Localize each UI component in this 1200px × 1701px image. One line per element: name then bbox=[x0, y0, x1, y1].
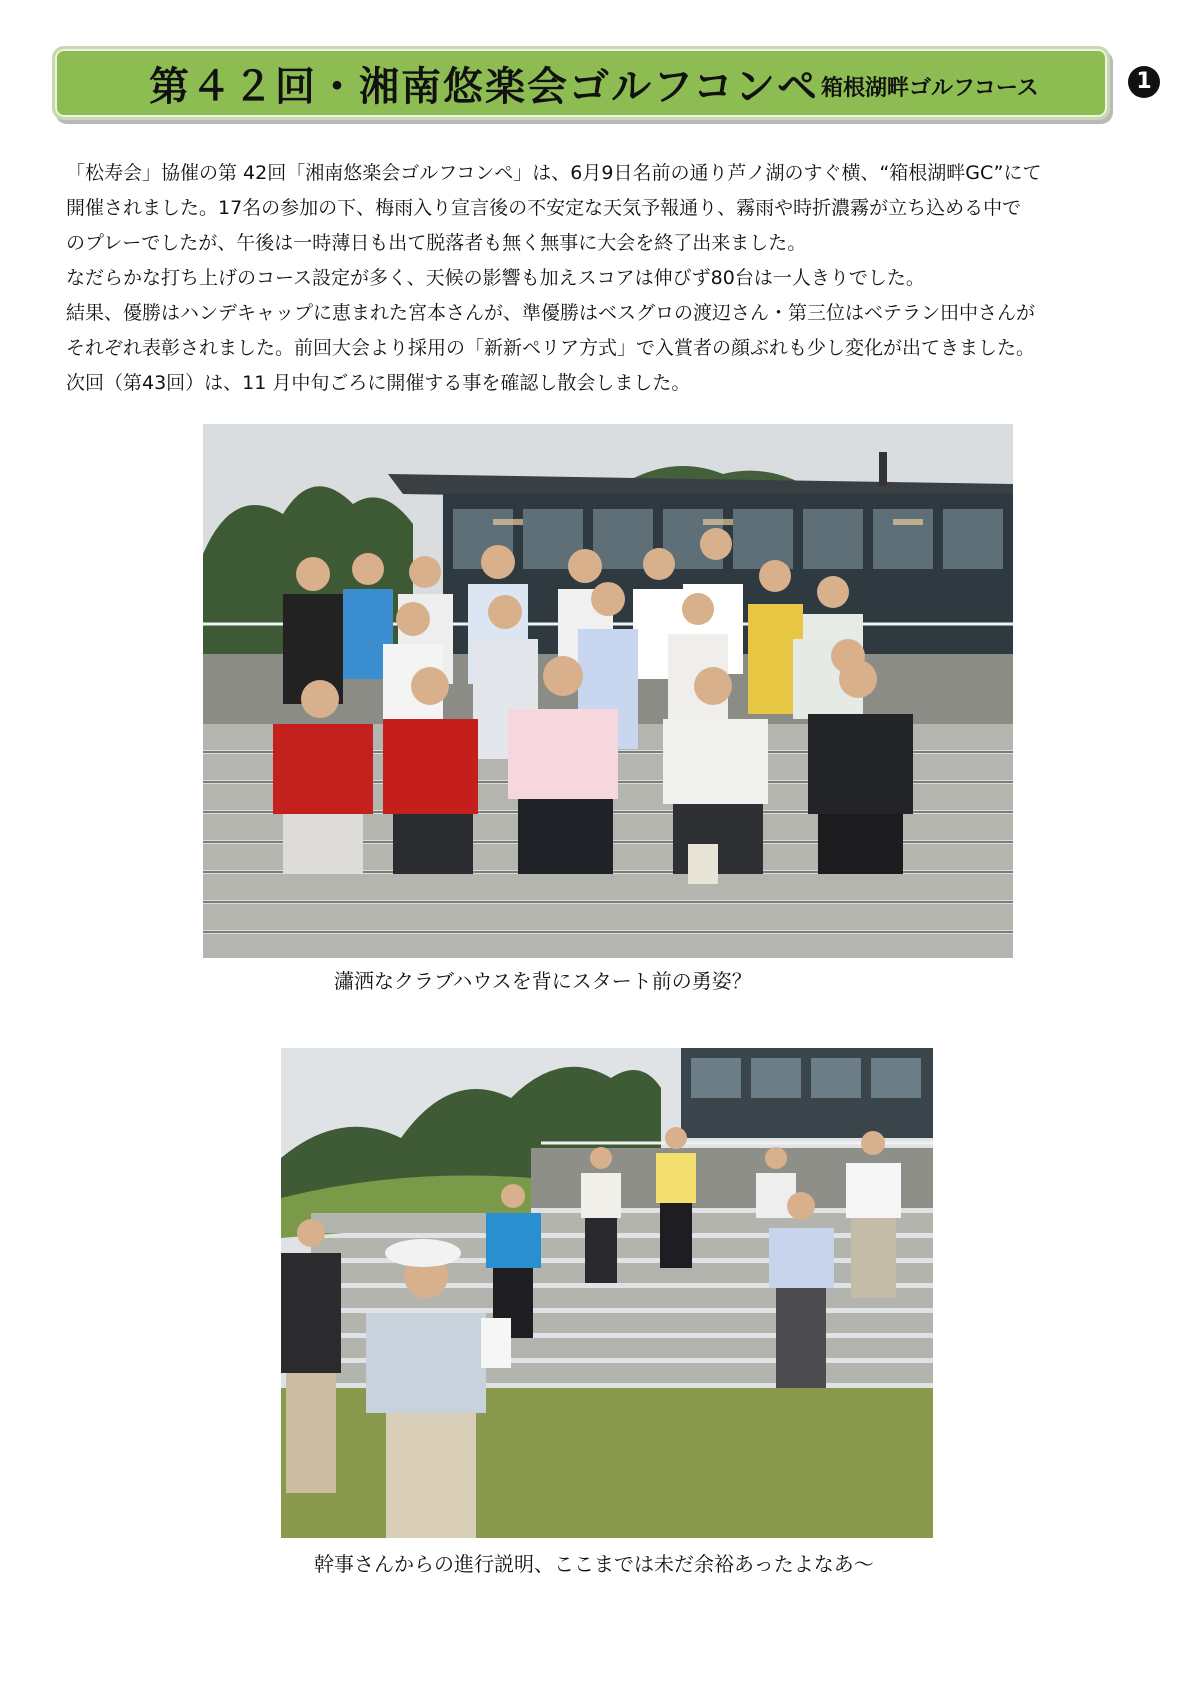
photo-caption: 幹事さんからの進行説明、ここまでは未だ余裕あったよなあ～ bbox=[314, 1552, 874, 1576]
body-line: なだらかな打ち上げのコース設定が多く、天候の影響も加えスコアは伸びず80台は一人きりでした。 bbox=[66, 267, 925, 289]
briefing-photo bbox=[281, 1048, 933, 1538]
body-line: のプレーでしたが、午後は一時薄日も出て脱落者も無く無事に大会を終了出来ました。 bbox=[66, 232, 807, 254]
body-line: 「松寿会」協催の第 42回「湘南悠楽会ゴルフコンペ」は、6月9日名前の通り芦ノ湖のすぐ横、“箱根湖畔GC”にて bbox=[66, 162, 1042, 184]
photo-caption: 瀟洒なクラブハウスを背にスタート前の勇姿？ bbox=[334, 969, 752, 993]
page-number-badge: 1 bbox=[1128, 66, 1160, 98]
course-name: 箱根湖畔ゴルフコース bbox=[821, 76, 1039, 101]
body-line: 開催されました。17名の参加の下、梅雨入り宣言後の不安定な天気予報通り、霧雨や時折濃霧が立ち込める中で bbox=[66, 197, 1022, 219]
body-line: 結果、優勝はハンデキャップに恵まれた宮本さんが、準優勝はベスグロの渡辺さん・第三位はベテラン田中さんが bbox=[66, 302, 1036, 324]
body-line: 次回（第43回）は、11 月中旬ごろに開催する事を確認し散会しました。 bbox=[66, 372, 691, 394]
group-photo bbox=[203, 424, 1013, 958]
title-banner bbox=[52, 46, 1110, 120]
page-title: 第４２回・湘南悠楽会ゴルフコンペ bbox=[149, 64, 819, 110]
article-body bbox=[66, 156, 1146, 401]
body-line: それぞれ表彰されました。前回大会より採用の「新新ペリア方式」で入賞者の顔ぶれも少し変化が出てきました。 bbox=[66, 337, 1036, 359]
